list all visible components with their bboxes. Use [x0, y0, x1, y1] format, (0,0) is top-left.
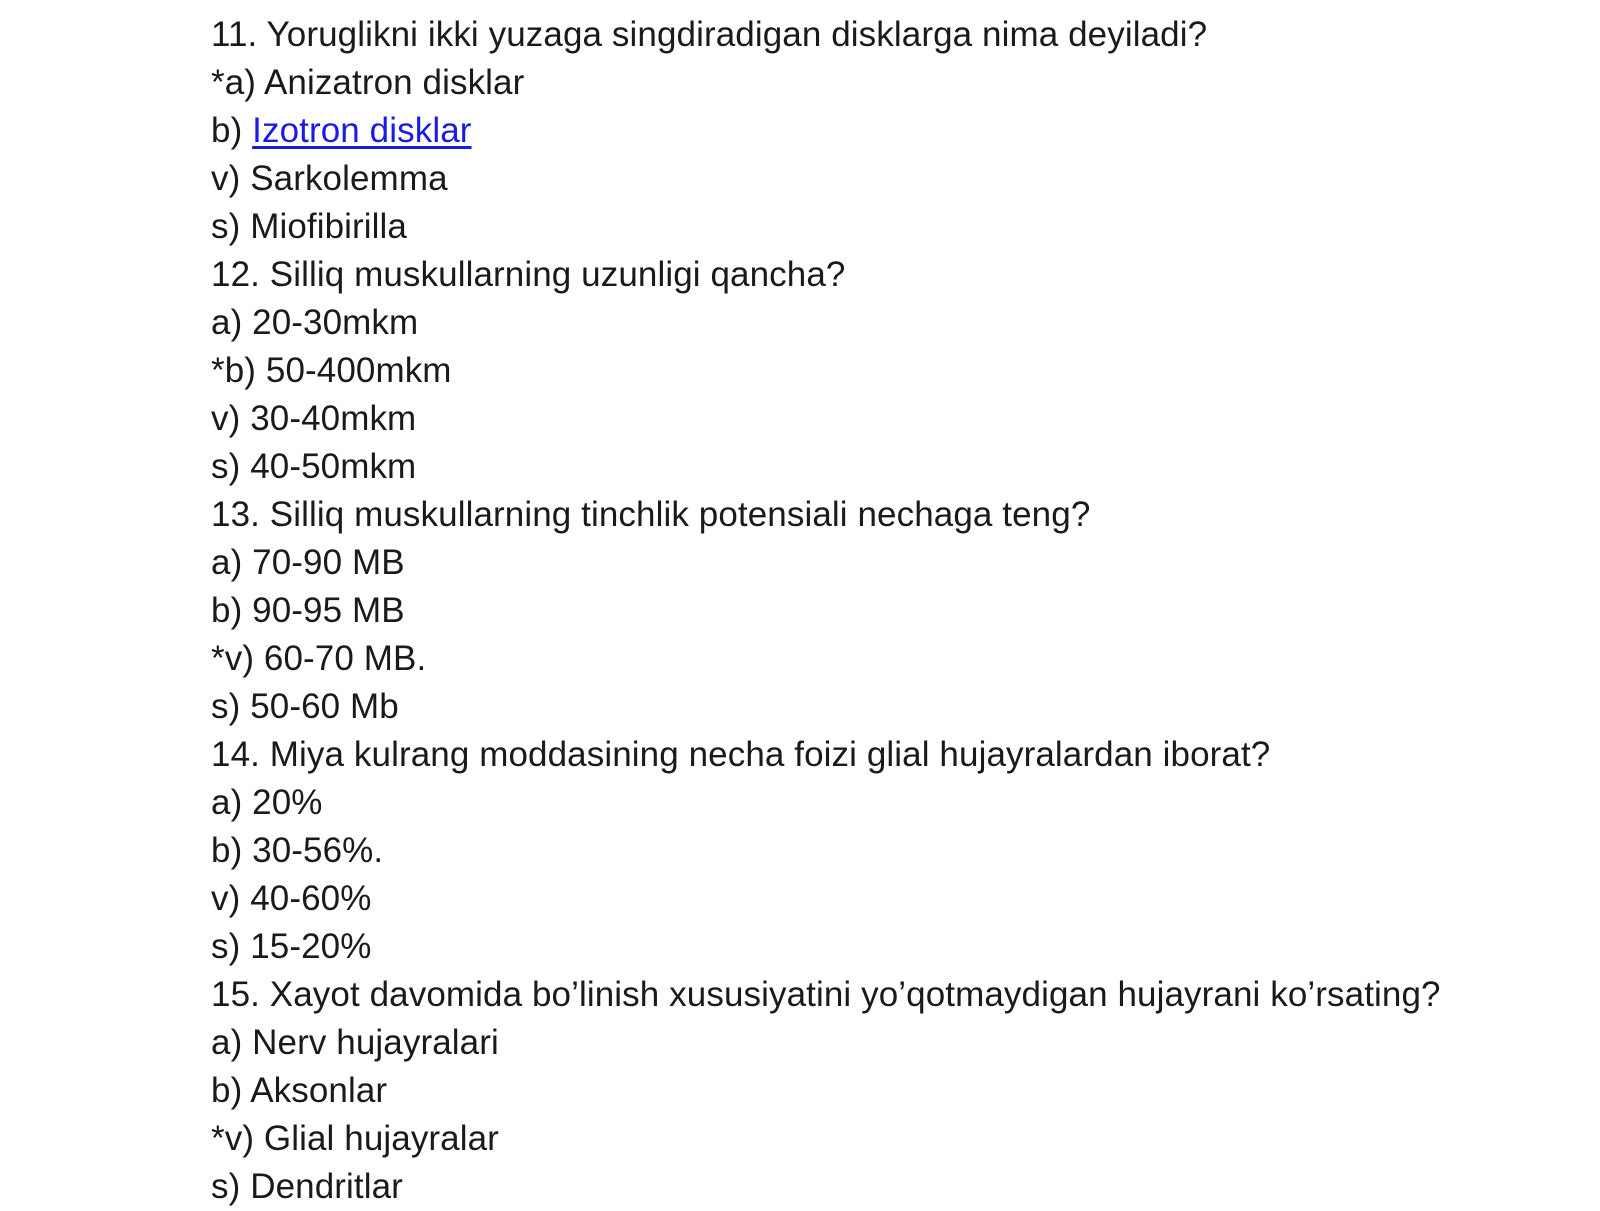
option-13-b [211, 587, 1581, 635]
option-text: 20-30mkm [252, 303, 419, 342]
option-12-v [211, 395, 1581, 443]
option-text: 30-40mkm [250, 399, 417, 438]
option-prefix: *v) [211, 639, 264, 678]
option-text: 15-20% [250, 927, 372, 966]
quiz-content [211, 11, 1581, 1211]
option-prefix: s) [211, 687, 251, 726]
option-text: Miofibirilla [250, 207, 407, 246]
option-prefix: *v) [211, 1119, 264, 1158]
question-14: 14. Miya kulrang moddasining necha foizi glial hujayralardan iborat? [211, 735, 1271, 774]
option-15-b [211, 1067, 1581, 1115]
option-text: Glial hujayralar [263, 1119, 499, 1158]
option-text: Aksonlar [250, 1071, 388, 1110]
option-15-v [211, 1115, 1581, 1163]
option-prefix: a) [211, 783, 253, 822]
option-15-a [211, 1019, 1581, 1067]
option-14-v [211, 875, 1581, 923]
option-text: Dendritlar [250, 1167, 403, 1206]
option-prefix: *b) [211, 351, 266, 390]
option-14-a [211, 779, 1581, 827]
option-prefix: v) [211, 879, 251, 918]
option-prefix: b) [211, 591, 253, 630]
option-text: 40-60% [250, 879, 372, 918]
option-prefix: s) [211, 927, 251, 966]
option-text: 60-70 MB. [263, 639, 427, 678]
option-14-b [211, 827, 1581, 875]
option-prefix: v) [211, 399, 251, 438]
option-text: 30-56%. [252, 831, 384, 870]
option-11-s [211, 203, 1581, 251]
option-text: Anizatron disklar [263, 63, 525, 102]
option-11-b [211, 107, 1581, 155]
option-link[interactable]: Izotron disklar [252, 111, 472, 150]
question-12: 12. Silliq muskullarning uzunligi qancha? [211, 255, 846, 294]
option-text: Nerv hujayralari [252, 1023, 499, 1062]
option-prefix: s) [211, 1167, 251, 1206]
option-12-a [211, 299, 1581, 347]
option-13-s [211, 683, 1581, 731]
option-prefix: b) [211, 111, 253, 150]
option-text: 70-90 MB [252, 543, 405, 582]
option-prefix: a) [211, 543, 253, 582]
option-text: 40-50mkm [250, 447, 417, 486]
option-14-s [211, 923, 1581, 971]
option-text: 50-400mkm [265, 351, 452, 390]
option-prefix: s) [211, 207, 251, 246]
option-text: 50-60 Mb [250, 687, 399, 726]
question-15: 15. Xayot davomida bo’linish xususiyatini yo’qotmaydigan hujayrani ko’rsating? [211, 975, 1441, 1014]
option-text: 20% [252, 783, 323, 822]
option-15-s [211, 1163, 1581, 1211]
question-11: 11. Yoruglikni ikki yuzaga singdiradigan disklarga nima deyiladi? [211, 15, 1208, 54]
question-13: 13. Silliq muskullarning tinchlik potensiali nechaga teng? [211, 495, 1091, 534]
option-text: Sarkolemma [250, 159, 448, 198]
option-prefix: s) [211, 447, 251, 486]
option-prefix: b) [211, 831, 253, 870]
option-prefix: *a) [211, 63, 264, 102]
option-13-a [211, 539, 1581, 587]
option-12-s [211, 443, 1581, 491]
option-11-a [211, 59, 1581, 107]
option-prefix: b) [211, 1071, 251, 1110]
option-11-v [211, 155, 1581, 203]
option-text: 90-95 MB [252, 591, 405, 630]
option-prefix: v) [211, 159, 251, 198]
option-prefix: a) [211, 1023, 253, 1062]
option-12-b [211, 347, 1581, 395]
option-prefix: a) [211, 303, 253, 342]
option-13-v [211, 635, 1581, 683]
